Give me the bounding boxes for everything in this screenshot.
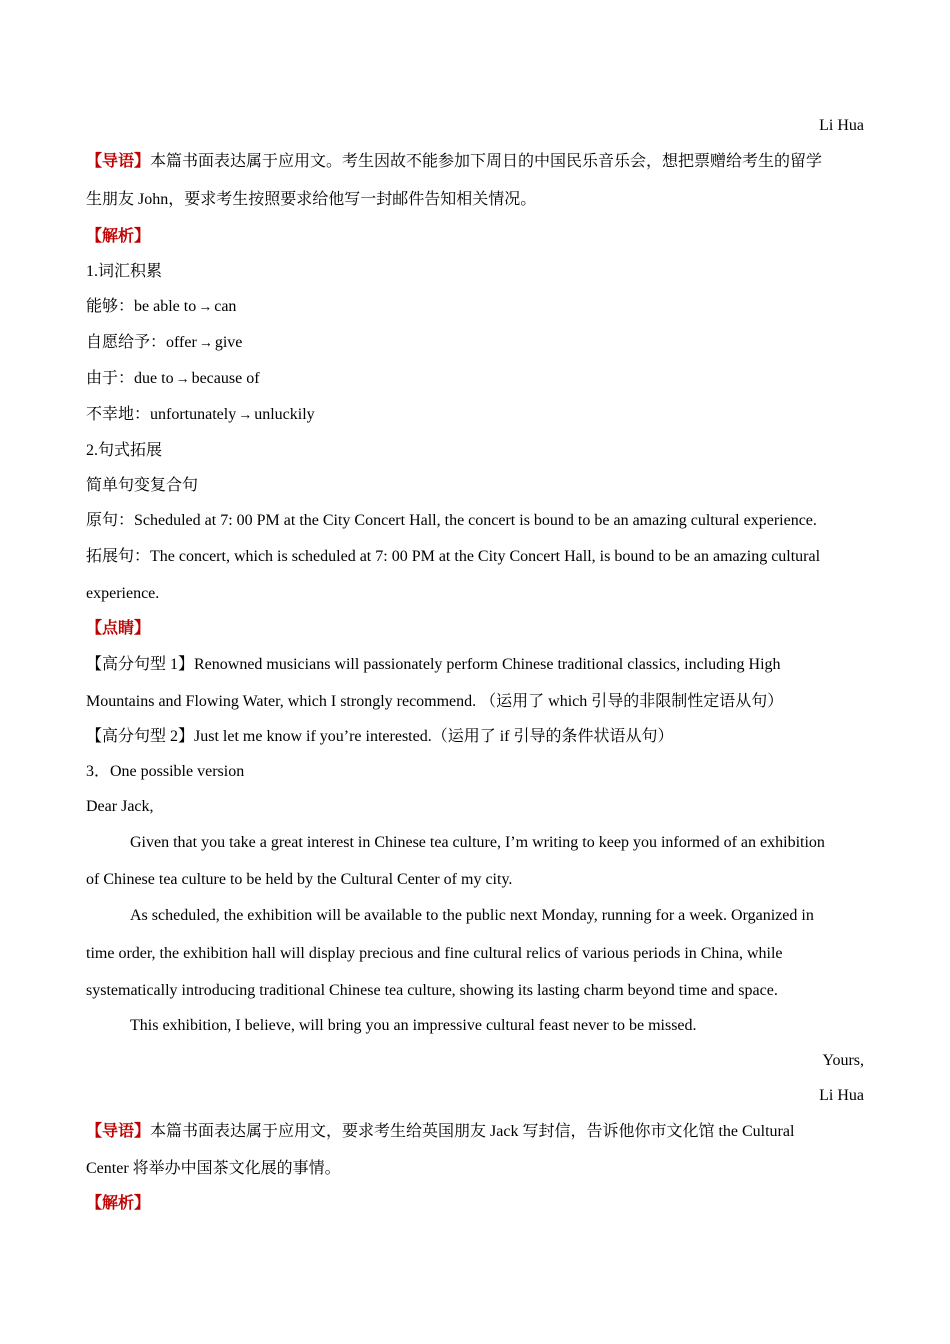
sentence-subtitle: 简单句变复合句 (86, 477, 199, 494)
highlight-sentence-2: 【高分句型 2】Just let me know if you’re interested.（运用了 if 引导的条件状语从句） (86, 728, 674, 745)
arrow-icon: → (198, 336, 213, 351)
letter-paragraph-2: As scheduled, the exhibition will be available to the public next Monday, running for a week. Organized in (130, 907, 814, 924)
letter-paragraph-1: Given that you take a great interest in Chinese tea culture, I’m writing to keep you informed of an exhibition (130, 834, 825, 851)
letter-paragraph-3: This exhibition, I believe, will bring you an impressive cultural feast never to be missed. (130, 1017, 697, 1034)
intro-paragraph-2-cont: Center 将举办中国茶文化展的事情。 (86, 1160, 341, 1177)
arrow-icon: → (198, 300, 213, 315)
document-body (86, 108, 864, 1221)
expanded-sentence-cont: experience. (86, 585, 160, 602)
letter-paragraph-2-cont: time order, the exhibition hall will display precious and fine cultural relics of various periods in China, while (86, 945, 783, 962)
intro-tag: 【导语】 (86, 153, 151, 170)
highlight-sentence-1-cont: Mountains and Flowing Water, which I strongly recommend. （运用了 which 引导的非限制性定语从句） (86, 693, 784, 710)
analysis-heading (86, 1186, 864, 1221)
intro-paragraph-1-cont: 生朋友 John，要求考生按照要求给他写一封邮件告知相关情况。 (86, 191, 537, 208)
letter-greeting: Dear Jack, (86, 798, 154, 815)
intro-paragraph-1 (86, 143, 864, 181)
expanded-sentence: 拓展句：The concert, which is scheduled at 7: 00 PM at the City Concert Hall, is bound to be an amazing cultural (86, 548, 821, 565)
signature-top: Li Hua (819, 117, 864, 134)
version-title: 3．One possible version (86, 763, 245, 780)
analysis-heading (86, 219, 864, 254)
analysis-tag: 【解析】 (86, 1195, 151, 1212)
vocab-item: 能够：be able to → can (86, 298, 237, 315)
intro-paragraph-2 (86, 1113, 864, 1151)
letter-closing: Yours, (822, 1052, 864, 1069)
intro-tag: 【导语】 (86, 1123, 151, 1140)
letter-paragraph-2-cont: systematically introducing traditional Chinese tea culture, showing its lasting charm beyond time and space. (86, 982, 778, 999)
highlights-heading (86, 611, 864, 646)
sentence-title: 2.句式拓展 (86, 442, 163, 459)
arrow-icon: → (238, 408, 253, 423)
vocab-item: 不幸地：unfortunately → unluckily (86, 406, 315, 423)
intro-text: 本篇书面表达属于应用文，要求考生给英国朋友 Jack 写封信，告诉他你市文化馆 the Cultural (150, 1123, 795, 1140)
original-sentence: 原句：Scheduled at 7: 00 PM at the City Concert Hall, the concert is bound to be an amazing cultural experience. (86, 512, 817, 529)
vocab-title: 1.词汇积累 (86, 263, 163, 280)
intro-text: 本篇书面表达属于应用文。考生因故不能参加下周日的中国民乐音乐会，想把票赠给考生的留学 (150, 153, 823, 170)
letter-signature: Li Hua (819, 1087, 864, 1104)
arrow-icon: → (175, 372, 190, 387)
vocab-item: 由于：due to → because of (86, 370, 260, 387)
vocab-item: 自愿给予：offer → give (86, 334, 243, 351)
letter-paragraph-1-cont: of Chinese tea culture to be held by the Cultural Center of my city. (86, 871, 513, 888)
highlights-tag: 【点睛】 (86, 620, 151, 637)
highlight-sentence-1: 【高分句型 1】Renowned musicians will passionately perform Chinese traditional classics, including High (86, 656, 781, 673)
analysis-tag: 【解析】 (86, 228, 151, 245)
